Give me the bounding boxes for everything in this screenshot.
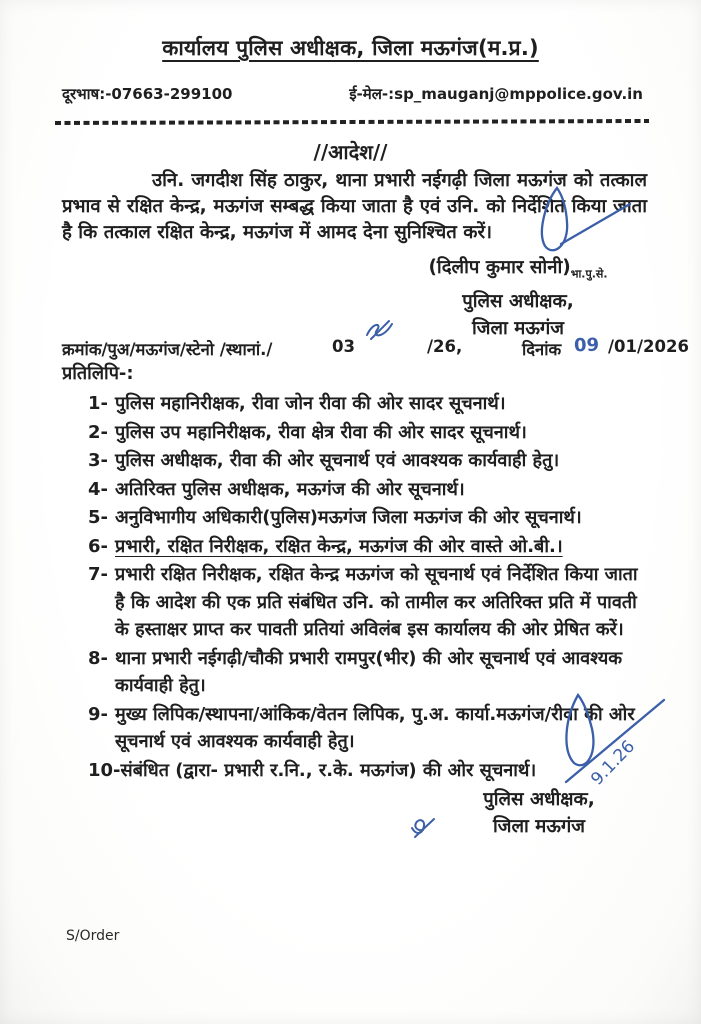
copy-item-1 [88, 390, 646, 418]
copy-item-number: 6- [88, 535, 108, 557]
copy-item-text: मुख्य लिपिक/स्थापना/आंकिक/वेतन लिपिक, पु.अ. कार्या.मऊगंज/रीवा की ओर सूचनार्थ एवं आवश्यक कार्यवाही हेतु। [115, 703, 635, 752]
office-letterhead-title: कार्यालय पुलिस अधीक्षक, जिला मऊगंज(म.प्र.) [162, 36, 539, 60]
copy-item-7 [88, 561, 646, 644]
signatory-name-line [393, 254, 643, 288]
copy-item-5 [88, 504, 646, 532]
copy-item-text: अनुविभागीय अधिकारी(पुलिस)मऊगंज जिला मऊगंज की ओर सूचनार्थ। [115, 507, 582, 528]
letterhead-contact-row [62, 84, 643, 104]
signatory-designation: पुलिस अधीक्षक, [462, 290, 574, 312]
copy-item-text: संबंधित (द्वारा- प्रभारी र.नि., र.के. मऊगंज) की ओर सूचनार्थ। [120, 759, 537, 781]
handwritten-date-value: 09 [573, 334, 600, 357]
reference-number-label: क्रमांक/पुअ/मऊगंज/स्टेनो /स्थानां./ [62, 340, 273, 359]
copy-item-number: 2- [88, 421, 108, 443]
dashed-separator [55, 119, 649, 125]
copy-item-text: पुलिस अधीक्षक, रीवा की ओर सूचनार्थ एवं आवश्यक कार्यवाही हेतु। [115, 450, 560, 471]
copy-item-text: थाना प्रभारी नईगढ़ी/चौकी प्रभारी रामपुर(भीर) की ओर सूचनार्थ एवं आवश्यक कार्यवाही हेतु। [115, 647, 623, 696]
copy-item-number: 9- [88, 703, 108, 725]
copy-item-text: प्रभारी रक्षित निरीक्षक, रक्षित केन्द्र मऊगंज को सूचनार्थ एवं निर्देशित किया जाता है कि आदेश की एक प्रति संबंधित उनि. को तामील कर अतिरिक्त प्रति में पावती के हस्ताक्षर प्राप्त कर पावती प्रतियां अविलंब इस कार्यालय की ओर प्रेषित करें। [115, 564, 638, 640]
signatory-district: जिला मऊगंज [471, 317, 565, 339]
reference-number-row [62, 334, 689, 363]
pen-signature-bottom [546, 690, 681, 795]
copy-item-text: पुलिस महानिरीक्षक, रीवा जोन रीवा की ओर सादर सूचनार्थ। [115, 393, 506, 414]
copy-item-number: 7- [88, 564, 108, 585]
copies-heading: प्रतिलिपि-: [62, 363, 134, 384]
copy-item-3 [88, 447, 646, 475]
signatory-name: (दिलीप कुमार सोनी) [428, 257, 571, 278]
footer-signatory-district-line [439, 813, 639, 840]
pen-checkmark-icon [407, 816, 441, 840]
copy-item-4 [88, 476, 646, 504]
footer-signatory-district: जिला मऊगंज [492, 816, 586, 837]
copy-item-number: 5- [88, 507, 108, 528]
copy-item-number: 1- [88, 393, 108, 414]
email-address: ई-मेल-:sp_mauganj@mppolice.gov.in [349, 85, 643, 103]
copy-item-text: अतिरिक्त पुलिस अधीक्षक, मऊगंज की ओर सूचनार्थ। [115, 478, 465, 500]
reference-number-value: 03 [332, 337, 355, 356]
copy-item-number: 10- [88, 759, 121, 781]
signatory-block [393, 254, 643, 342]
footer-signatory-block [439, 786, 639, 840]
footer-signatory-designation: पुलिस अधीक्षक, [483, 789, 595, 810]
reference-number-suffix: /26, [427, 337, 463, 356]
copy-item-number: 4- [88, 478, 108, 500]
order-heading: //आदेश// [313, 140, 388, 164]
order-body-paragraph: उनि. जगदीश सिंह ठाकुर, थाना प्रभारी नईगढ़ी जिला मऊगंज को तत्काल प्रभाव से रक्षित केन्द्र, मऊगंज सम्बद्ध किया जाता है एवं उनि. को निर्देशित किया जाता है कि तत्काल रक्षित केन्द्र, मऊगंज में आमद देना सुनिश्चित करें। [62, 170, 647, 243]
copy-item-number: 3- [88, 450, 108, 471]
copy-item-text: प्रभारी, रक्षित निरीक्षक, रक्षित केन्द्र, मऊगंज की ओर वास्ते ओ.बी.। [115, 535, 563, 557]
phone-number: दूरभाष:-07663-299100 [62, 85, 233, 103]
pen-signature-paragraph [524, 182, 639, 264]
reference-date-label: दिनांक [522, 340, 562, 359]
copy-item-text: पुलिस उप महानिरीक्षक, रीवा क्षेत्र रीवा की ओर सादर सूचनार्थ। [115, 421, 527, 443]
handwritten-date-note: 9.1.26 [587, 736, 640, 790]
copy-item-2 [88, 419, 646, 447]
copy-item-number: 8- [88, 647, 108, 669]
signatory-service-suffix: भा.पु.से. [570, 267, 608, 281]
reference-date-suffix: /01/2026 [608, 337, 689, 356]
s-order-note: S/Order [66, 928, 120, 944]
copy-item-6 [88, 533, 646, 561]
